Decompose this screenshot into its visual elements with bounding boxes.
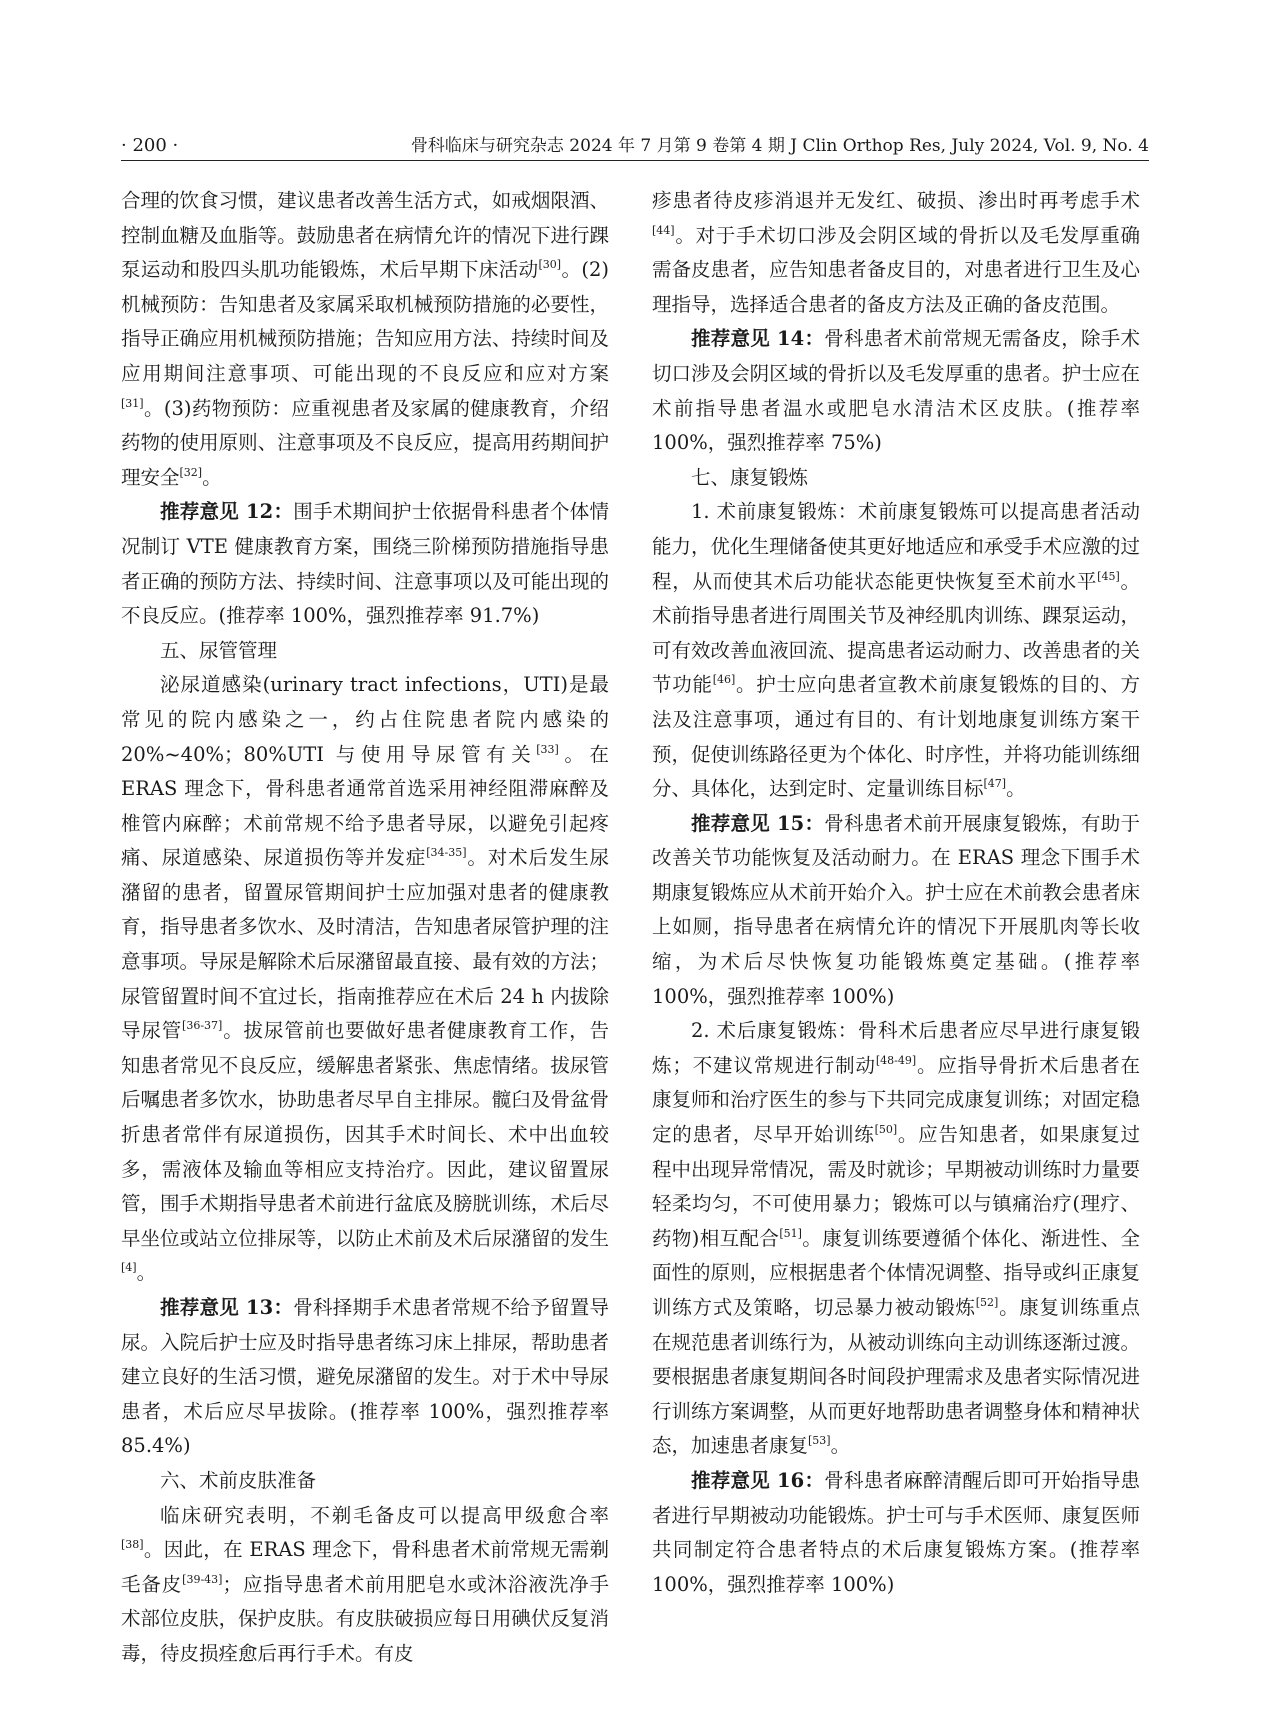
recommendation-label: 推荐意见 12： xyxy=(160,500,294,524)
running-header xyxy=(121,134,1149,161)
right-column xyxy=(652,184,1140,1602)
recommendation-16: 推荐意见 16：骨科患者麻醉清醒后即可开始指导患者进行早期被动功能锻炼。护士可与手术医师、康复医师共同制定符合患者特点的术后康复锻炼方案。(推荐率 100%，强烈推荐率 100%) xyxy=(652,1468,1140,1596)
citation: [4] xyxy=(121,1261,137,1275)
recommendation-14: 推荐意见 14：骨科患者术前常规无需备皮，除手术切口涉及会阴区域的骨折以及毛发厚重的患者。护士应在术前指导患者温水或肥皂水清洁术区皮肤。(推荐率 100%，强烈推荐率 75%) xyxy=(652,327,1140,455)
citation: [50] xyxy=(874,1123,898,1137)
citation: [52] xyxy=(975,1296,999,1309)
citation: [32] xyxy=(179,465,203,479)
section-heading-rehab: 七、康复锻炼 xyxy=(691,465,809,489)
recommendation-label: 推荐意见 14： xyxy=(691,327,825,351)
section-heading-skin-prep: 六、术前皮肤准备 xyxy=(160,1468,317,1492)
paragraph-skin-prep: 临床研究表明，不剃毛备皮可以提高甲级愈合率[38]。因此，在 ERAS 理念下，骨科患者术前常规无需剃毛备皮[39-43]；应指导患者术前用肥皂水或沐浴液洗净手术部位皮肤，保护皮肤。有皮肤破损应每日用碘伏反复消毒，待皮损痊愈后再行手术。有皮 xyxy=(121,1503,609,1665)
citation: [38] xyxy=(121,1538,144,1552)
citation: [51] xyxy=(779,1226,802,1240)
paragraph-preop-rehab: 1. 术前康复锻炼：术前康复锻炼可以提高患者活动能力，优化生理储备使其更好地适应和承受手术应激的过程，从而使其术后功能状态能更快恢复至术前水平[45]。术前指导患者进行周围关节及神经肌肉训练、踝泵运动，可有效改善血液回流、提高患者运动耐力、改善患者的关节功能[46]。护士应向患者宣教术前康复锻炼的目的、方法及注意事项，通过有目的、有计划地康复训练方案干预，促使训练路径更为个体化、时序性，并将功能训练细分、具体化，达到定时、定量训练目标[47]。 xyxy=(652,500,1140,801)
citation: [48-49] xyxy=(875,1053,917,1067)
citation: [31] xyxy=(121,396,144,410)
citation: [47] xyxy=(983,777,1007,791)
citation: [36-37] xyxy=(182,1019,223,1033)
recommendation-15: 推荐意见 15：骨科患者术前开展康复锻炼，有助于改善关节功能恢复及活动耐力。在 ERAS 理念下围手术期康复锻炼应从术前开始介入。护士应在术前教会患者床上如厕，指导患者在病情允许的情况下开展肌肉等长收缩，为术后尽快恢复功能锻炼奠定基础。(推荐率 100%，强烈推荐率 100%) xyxy=(652,811,1140,1008)
recommendation-13: 推荐意见 13：骨科择期手术患者常规不给予留置导尿。入院后护士应及时指导患者练习床上排尿，帮助患者建立良好的生活习惯，避免尿潴留的发生。对于术中导尿患者，术后应尽早拔除。(推荐率 100%，强烈推荐率 85.4%) xyxy=(121,1296,609,1458)
recommendation-label: 推荐意见 16： xyxy=(691,1468,825,1492)
paragraph-skin-prep-cont: 疹患者待皮疹消退并无发红、破损、渗出时再考虑手术[44]。对于手术切口涉及会阴区域的骨折以及毛发厚重确需备皮患者，应告知患者备皮目的，对患者进行卫生及心理指导，选择适合患者的备皮方法及正确的备皮范围。 xyxy=(652,189,1140,316)
left-column xyxy=(121,184,609,1672)
citation: [46] xyxy=(712,673,736,687)
recommendation-label: 推荐意见 15： xyxy=(691,811,825,835)
recommendation-12: 推荐意见 12：围手术期间护士依据骨科患者个体情况制订 VTE 健康教育方案，围绕三阶梯预防措施指导患者正确的预防方法、持续时间、注意事项以及可能出现的不良反应。(推荐率 100%，强烈推荐率 91.7%) xyxy=(121,500,609,628)
citation: [30] xyxy=(538,258,562,272)
recommendation-label: 推荐意见 13： xyxy=(160,1296,294,1319)
citation: [44] xyxy=(652,223,675,237)
page-number: · 200 · xyxy=(121,135,179,156)
journal-citation: 骨科临床与研究杂志 2024 年 7 月第 9 卷第 4 期 J Clin Orthop Res, July 2024, Vol. 9, No. 4 xyxy=(410,136,1149,156)
paragraph-postop-rehab: 2. 术后康复锻炼：骨科术后患者应尽早进行康复锻炼；不建议常规进行制动[48-49]。应指导骨折术后患者在康复师和治疗医生的参与下共同完成康复训练；对固定稳定的患者，尽早开始训练[50]。应告知患者，如果康复过程中出现异常情况，需及时就诊；早期被动训练时力量要轻柔均匀，不可使用暴力；锻炼可以与镇痛治疗(理疗、药物)相互配合[51]。康复训练要遵循个体化、渐进性、全面性的原则，应根据患者个体情况调整、指导或纠正康复训练方式及策略，切忌暴力被动锻炼[52]。康复训练重点在规范患者训练行为，从被动训练向主动训练逐渐过渡。要根据患者康复期间各时间段护理需求及患者实际情况进行训练方案调整，从而更好地帮助患者调整身体和精神状态，加速患者康复[53]。 xyxy=(652,1019,1140,1458)
paragraph-vte-prevention: 合理的饮食习惯，建议患者改善生活方式，如戒烟限酒、控制血糖及血脂等。鼓励患者在病情允许的情况下进行踝泵运动和股四头肌功能锻炼，术后早期下床活动[30]。(2)机械预防：告知患者及家属采取机械预防措施的必要性，指导正确应用机械预防措施；告知应用方法、持续时间及应用期间注意事项、可能出现的不良反应和应对方案[31]。(3)药物预防：应重视患者及家属的健康教育，介绍药物的使用原则、注意事项及不良反应，提高用药期间护理安全[32]。 xyxy=(121,189,609,489)
citation: [45] xyxy=(1097,569,1120,583)
citation: [34-35] xyxy=(426,846,467,860)
section-heading-catheter: 五、尿管管理 xyxy=(160,638,278,662)
citation: [53] xyxy=(808,1434,831,1448)
paragraph-uti: 泌尿道感染(urinary tract infections，UTI)是最常见的院内感染之一，约占住院患者院内感染的 20%~40%；80%UTI 与使用导尿管有关[33]。在 ERAS 理念下，骨科患者通常首选采用神经阻滞麻醉及椎管内麻醉；术前常规不给予患者导尿，以避免引起疼痛、尿道感染、尿道损伤等并发症[34-35]。对术后发生尿潴留的患者，留置尿管期间护士应加强对患者的健康教育，指导患者多饮水、及时清洁，告知患者尿管护理的注意事项。导尿是解除术后尿潴留最直接、最有效的方法；尿管留置时间不宜过长，指南推荐应在术后 24 h 内拔除导尿管[36-37]。拔尿管前也要做好患者健康教育工作，告知患者常见不良反应，缓解患者紧张、焦虑情绪。拔尿管后嘱患者多饮水，协助患者尽早自主排尿。髋臼及骨盆骨折患者常伴有尿道损伤，因其手术时间长、术中出血较多，需液体及输血等相应支持治疗。因此，建议留置尿管，围手术期指导患者术前进行盆底及膀胱训练，术后尽早坐位或站立位排尿等，以防止术前及术后尿潴留的发生[4]。 xyxy=(121,673,609,1285)
citation: [39-43] xyxy=(182,1572,223,1586)
citation: [33] xyxy=(536,742,559,756)
